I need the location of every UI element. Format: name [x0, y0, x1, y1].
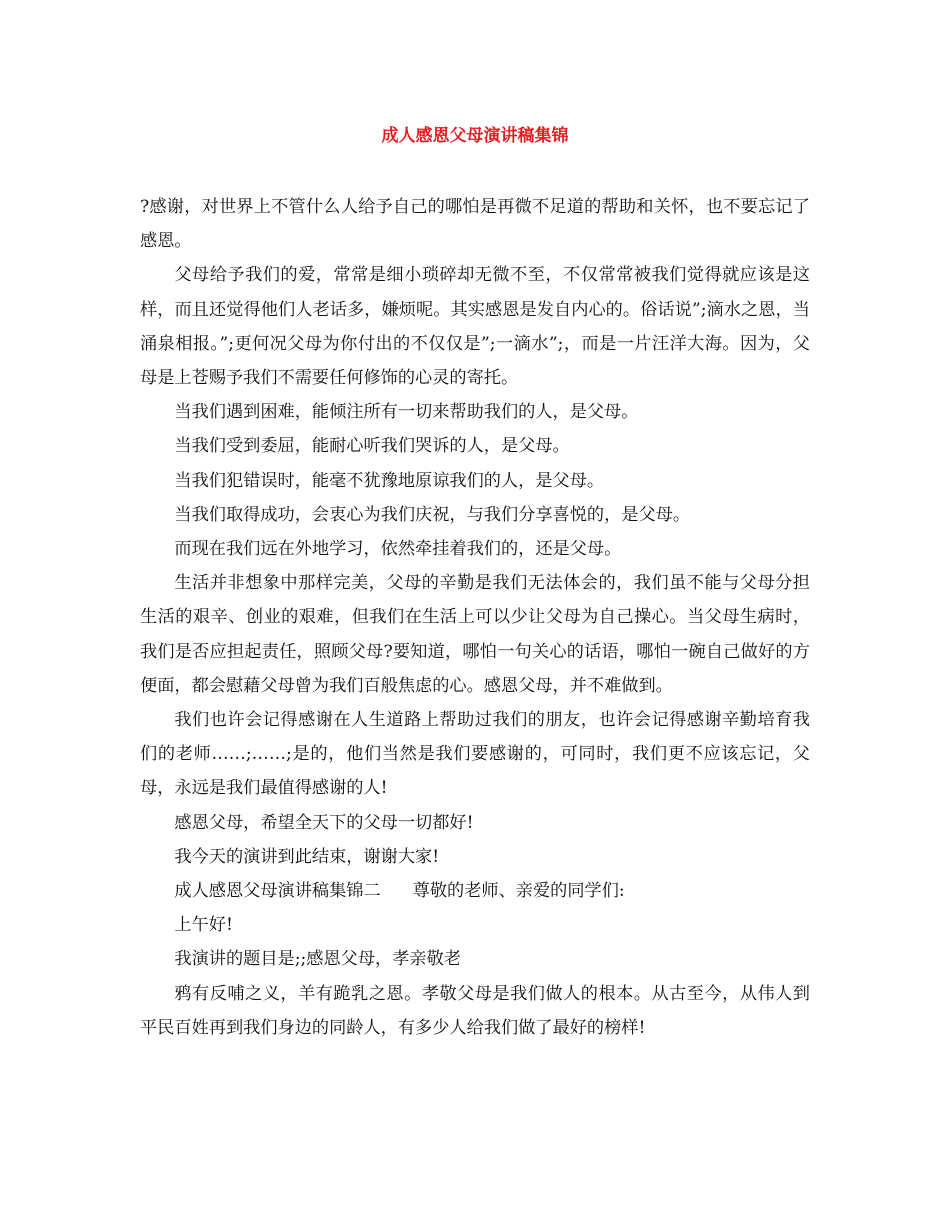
paragraph: 鸦有反哺之义，羊有跪乳之恩。孝敬父母是我们做人的根本。从古至今，从伟人到平民百姓再到我们身边的同龄人，有多少人给我们做了最好的榜样! — [140, 983, 810, 1038]
document-title: 成人感恩父母演讲稿集锦 — [381, 126, 569, 146]
section-two-greeting: 尊敬的老师、亲爱的同学们: — [412, 881, 625, 902]
paragraph-intro: ?感谢，对世界上不管什么人给予自己的哪怕是再微不足道的帮助和关怀，也不要忘记了感恩。 — [140, 197, 810, 252]
section-two-heading: 成人感恩父母演讲稿集锦二 — [174, 881, 381, 902]
section-two-line — [140, 874, 810, 908]
paragraph: 我今天的演讲到此结束，谢谢大家! — [174, 846, 440, 867]
document-body — [140, 190, 810, 1045]
paragraph: 当我们受到委屈，能耐心听我们哭诉的人，是父母。 — [174, 436, 570, 457]
paragraph: 上午好! — [174, 915, 233, 936]
paragraph: 我演讲的题目是;;感恩父母，孝亲敬老 — [174, 949, 461, 970]
paragraph: 生活并非想象中那样完美，父母的辛勤是我们无法体会的，我们虽不能与父母分担生活的艰辛、创业的艰难，但我们在生活上可以少让父母为自己操心。当父母生病时，我们是否应担起责任，照顾父母?要知道，哪怕一句关心的话语，哪怕一碗自己做好的方便面，都会慰藉父母曾为我们百般焦虑的心。感恩父母，并不难做到。 — [140, 573, 810, 696]
paragraph: 当我们遇到困难，能倾注所有一切来帮助我们的人，是父母。 — [174, 402, 639, 423]
paragraph: 我们也许会记得感谢在人生道路上帮助过我们的朋友，也许会记得感谢辛勤培育我们的老师……;……;是的，他们当然是我们要感谢的，可同时，我们更不应该忘记，父母，永远是我们最值得感谢的人! — [140, 710, 810, 799]
paragraph: 而现在我们远在外地学习，依然牵挂着我们的，还是父母。 — [174, 539, 622, 560]
paragraph: 当我们犯错误时，能毫不犹豫地原谅我们的人，是父母。 — [174, 470, 605, 491]
paragraph: 感恩父母，希望全天下的父母一切都好! — [174, 812, 474, 833]
paragraph: 父母给予我们的爱，常常是细小琐碎却无微不至，不仅常常被我们觉得就应该是这样，而且还觉得他们人老话多，嫌烦呢。其实感恩是发自内心的。俗话说”;滴水之恩，当涌泉相报。”;更何况父母为你付出的不仅仅是”;一滴水”;，而是一片汪洋大海。因为，父母是上苍赐予我们不需要任何修饰的心灵的寄托。 — [140, 265, 810, 389]
paragraph: 当我们取得成功，会衷心为我们庆祝，与我们分享喜悦的，是父母。 — [174, 504, 691, 525]
